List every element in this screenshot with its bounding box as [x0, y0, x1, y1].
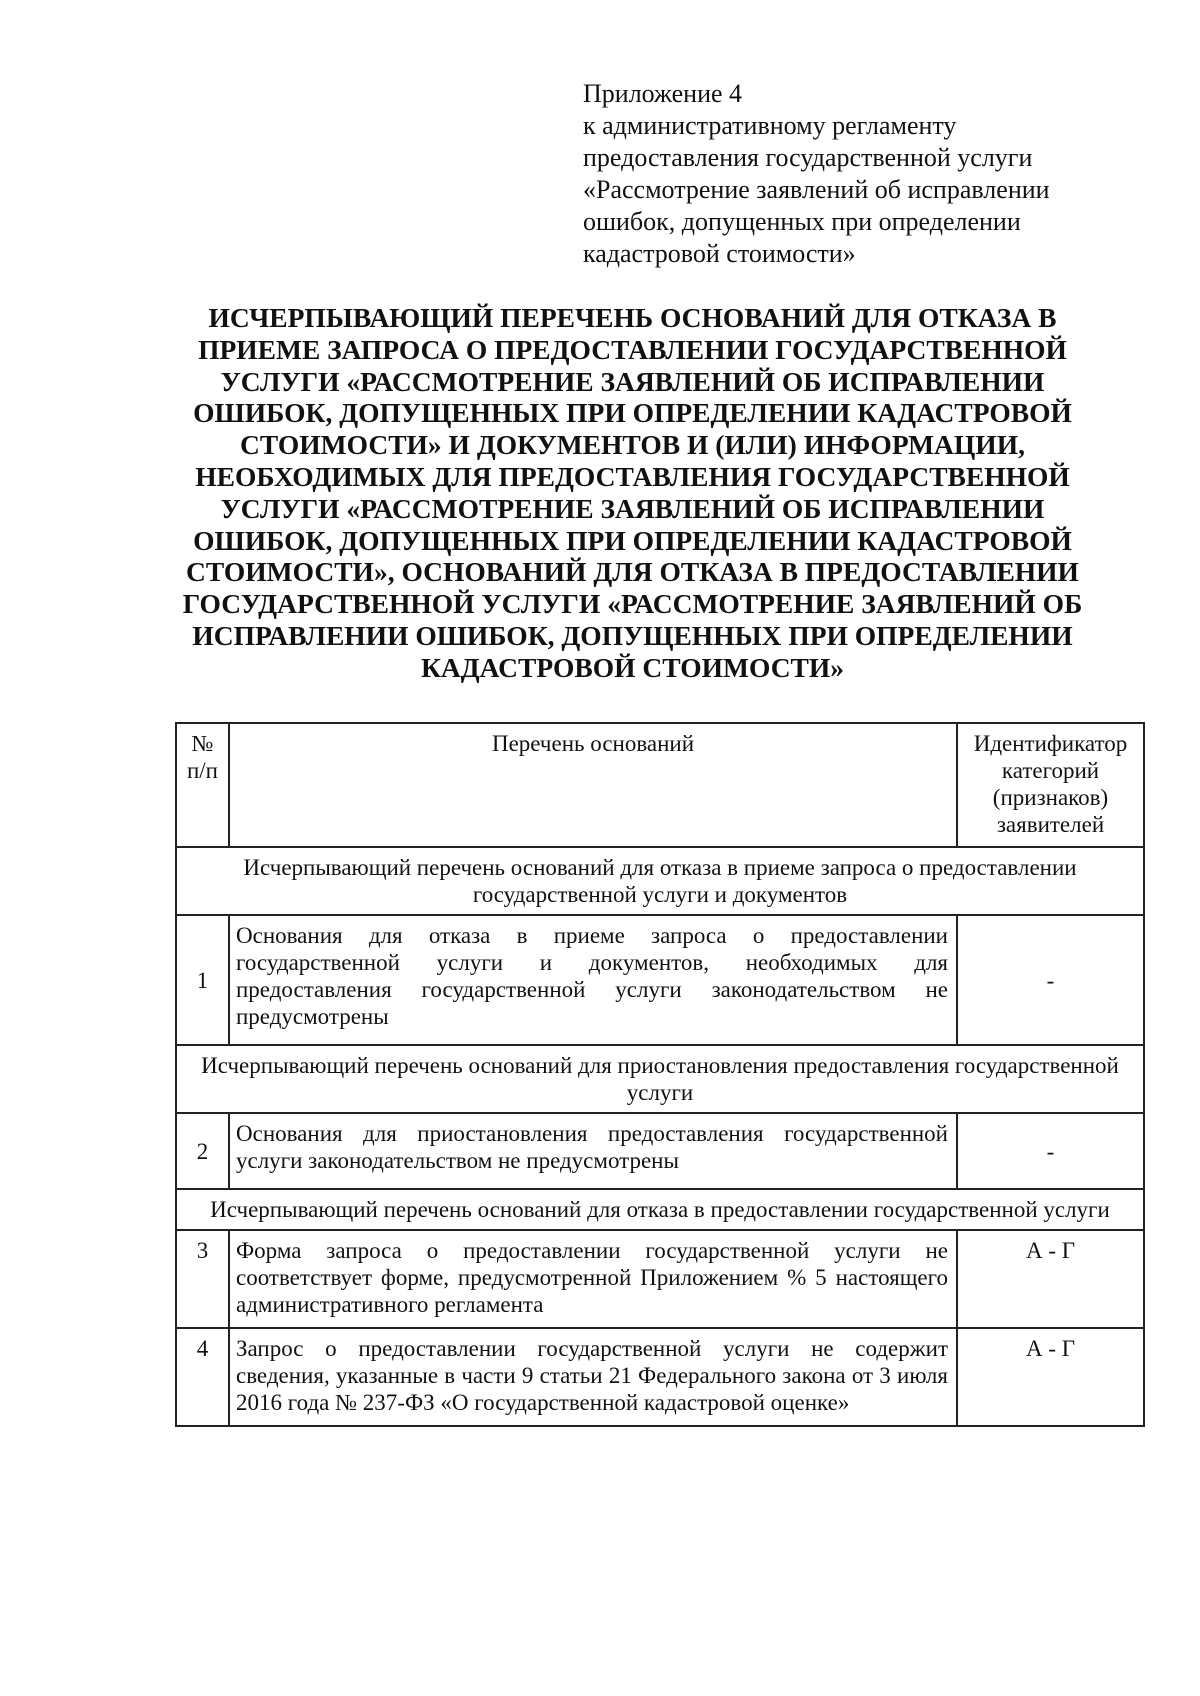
header-id-line: Идентификатор [973, 731, 1128, 756]
row-basis: Форма запроса о предоставлении государственной услуги не соответствует форме, предусмотренной Приложением % 5 настоящего административного регламента [229, 1230, 957, 1328]
title-line: УСЛУГИ «РАССМОТРЕНИЕ ЗАЯВЛЕНИЙ ОБ ИСПРАВЛЕНИИ [220, 365, 1045, 397]
row-number: 4 [176, 1328, 229, 1426]
appendix-line: ошибок, допущенных при определении [583, 207, 1021, 236]
title-line: ИСПРАВЛЕНИИ ОШИБОК, ДОПУЩЕННЫХ ПРИ ОПРЕДЕЛЕНИИ [192, 619, 1073, 651]
row-applicant-id: А - Г [957, 1230, 1144, 1328]
table-header-row [176, 723, 1144, 847]
section-title: Исчерпывающий перечень оснований для отказа в предоставлении государственной услуги [176, 1189, 1144, 1230]
row-number: 3 [176, 1230, 229, 1328]
section-row-suspension [176, 1045, 1144, 1113]
header-id-line: (признаков) [992, 785, 1109, 810]
title-line: ИСЧЕРПЫВАЮЩИЙ ПЕРЕЧЕНЬ ОСНОВАНИЙ ДЛЯ ОТКАЗА В [208, 302, 1057, 333]
appendix-line: к административному регламенту [583, 111, 957, 140]
header-id-line: категорий [1001, 758, 1100, 783]
document-title [165, 302, 1100, 684]
row-applicant-id: А - Г [957, 1328, 1144, 1426]
title-line: КАДАСТРОВОЙ СТОИМОСТИ» [420, 651, 845, 683]
title-line: ОШИБОК, ДОПУЩЕННЫХ ПРИ ОПРЕДЕЛЕНИИ КАДАСТРОВОЙ [193, 524, 1072, 556]
header-num-symbol: № [191, 731, 214, 756]
appendix-line: Приложение 4 [583, 79, 743, 108]
header-id-cell [957, 723, 1144, 847]
row-basis: Запрос о предоставлении государственной услуги не содержит сведения, указанные в части 9 статьи 21 Федерального закона от 3 июля 2016 года № 237-ФЗ «О государственной кадастровой оценке» [229, 1328, 957, 1426]
section-title: Исчерпывающий перечень оснований для приостановления предоставления государственной услуги [176, 1045, 1144, 1113]
title-line: СТОИМОСТИ», ОСНОВАНИЙ ДЛЯ ОТКАЗА В ПРЕДОСТАВЛЕНИИ [186, 556, 1079, 588]
header-basis-cell: Перечень оснований [229, 723, 957, 847]
header-num-cell [176, 723, 229, 847]
title-line: СТОИМОСТИ» И ДОКУМЕНТОВ И (ИЛИ) ИНФОРМАЦИИ, [240, 429, 1025, 461]
row-number: 2 [176, 1113, 229, 1189]
row-number: 1 [176, 915, 229, 1045]
appendix-note [583, 78, 1103, 270]
title-line: НЕОБХОДИМЫХ ДЛЯ ПРЕДОСТАВЛЕНИЯ ГОСУДАРСТВЕННОЙ [195, 460, 1070, 492]
row-applicant-id: - [957, 1113, 1144, 1189]
header-num-abbr: п/п [186, 758, 218, 783]
title-line: ОШИБОК, ДОПУЩЕННЫХ ПРИ ОПРЕДЕЛЕНИИ КАДАСТРОВОЙ [193, 397, 1072, 429]
section-row-refusal [176, 1189, 1144, 1230]
table-row [176, 915, 1144, 1045]
title-line: ПРИЕМЕ ЗАПРОСА О ПРЕДОСТАВЛЕНИИ ГОСУДАРСТВЕННОЙ [198, 333, 1067, 365]
table-row [176, 1328, 1144, 1426]
title-line: ГОСУДАРСТВЕННОЙ УСЛУГИ «РАССМОТРЕНИЕ ЗАЯВЛЕНИЙ ОБ [182, 588, 1083, 620]
title-line: УСЛУГИ «РАССМОТРЕНИЕ ЗАЯВЛЕНИЙ ОБ ИСПРАВЛЕНИИ [220, 492, 1045, 524]
section-title: Исчерпывающий перечень оснований для отказа в приеме запроса о предоставлении государственной услуги и документов [176, 847, 1144, 915]
header-id-line: заявителей [996, 812, 1105, 837]
grounds-table [175, 722, 1145, 1427]
appendix-line: предоставления государственной услуги [583, 143, 1033, 172]
appendix-line: «Рассмотрение заявлений об исправлении [583, 175, 1050, 204]
section-row-reception [176, 847, 1144, 915]
table-row [176, 1113, 1144, 1189]
appendix-line: кадастровой стоимости» [583, 239, 856, 268]
table-row [176, 1230, 1144, 1328]
row-applicant-id: - [957, 915, 1144, 1045]
row-basis: Основания для отказа в приеме запроса о предоставлении государственной услуги и документов, необходимых для предоставления государственной услуги законодательством не предусмотрены [229, 915, 957, 1045]
row-basis: Основания для приостановления предоставления государственной услуги законодательством не предусмотрены [229, 1113, 957, 1189]
